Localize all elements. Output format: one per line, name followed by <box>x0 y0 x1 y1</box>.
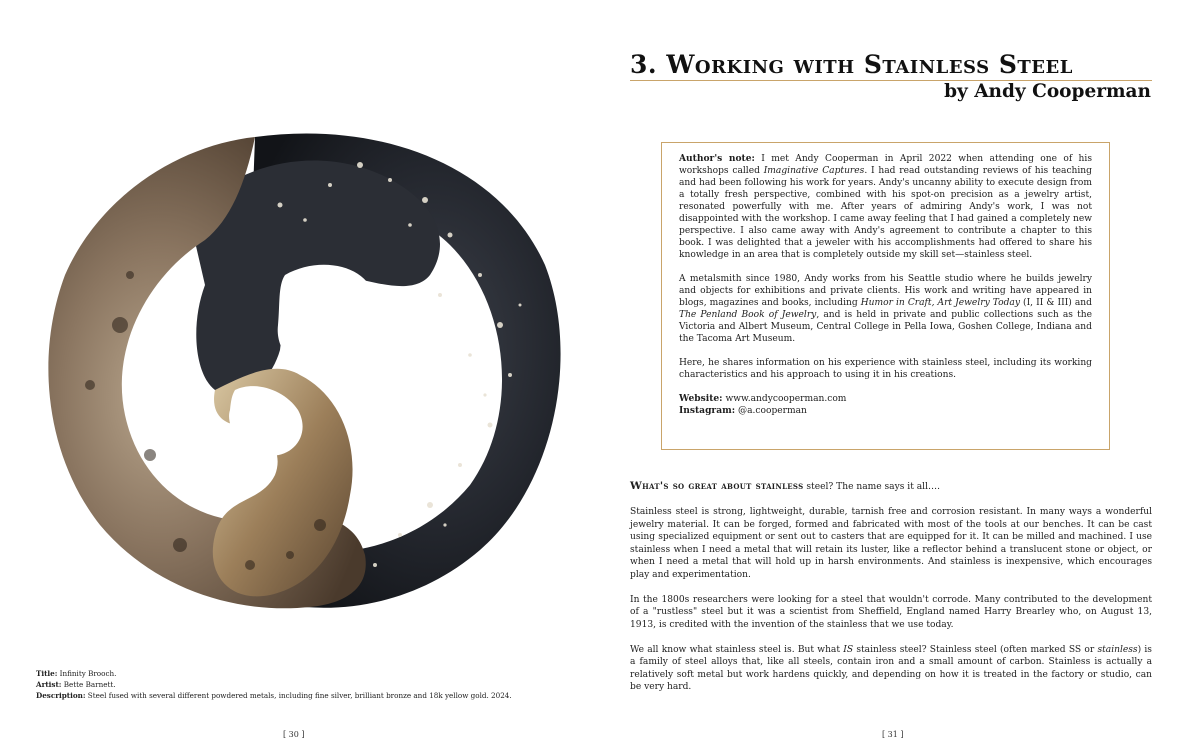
caption-title-line <box>36 668 556 679</box>
body-p2: Stainless steel is strong, lightweight, durable, tarnish free and corrosion resistant. In many ways a wonderful jewelry material. It can be forged, formed and fabricated with most of the tools at our benches. It can be cast using specialized equipment or sent out to casters that are equipped for it. It can be milled and machined. I use stainless when I need a metal that will retain its luster, like a reflector behind a translucent stone or object, or when I need a metal that will hold up in harsh environments. And stainless is inexpensive, which encourages play and experimentation. <box>630 507 1152 580</box>
caption-title-value: Infinity Brooch. <box>59 669 117 678</box>
authors-note-box <box>661 142 1110 450</box>
authors-note-label: Author's note: <box>679 153 755 164</box>
website-value: www.andycooperman.com <box>725 394 847 404</box>
body-text: stainless steel? Stainless steel (often marked SS or <box>856 644 1095 655</box>
caption-artist-value: Bette Barnett. <box>63 680 116 689</box>
instagram-label: Instagram: <box>679 405 736 416</box>
instagram-value: @a.cooperman <box>738 406 807 416</box>
caption-description-value: Steel fused with several different powdered metals, including fine silver, brilliant bronze and 18k yellow gold. 2024. <box>87 691 512 700</box>
chapter-number: 3. <box>630 50 658 79</box>
note-italic: Humor in Craft, Art Jewelry Today <box>860 298 1020 308</box>
note-text: I met Andy Cooperman in April 2022 when attending one of his workshops called <box>679 154 1092 176</box>
authors-note-p2 <box>679 273 1092 345</box>
body-italic: IS <box>843 644 854 655</box>
body-text: steel? The name says it all…. <box>806 482 940 492</box>
caption-description-line <box>36 690 556 701</box>
body-p3: In the 1800s researchers were looking for a steel that wouldn't corrode. Many contributed to the development of a "rustless" steel but it was a scientist from Sheffield, England named Harry Brearley who, on August 13, 1913, is credited with the invention of the stainless that we use today. <box>630 594 1152 630</box>
photo-caption <box>36 668 556 701</box>
right-page <box>594 0 1188 756</box>
website-line <box>679 393 1092 405</box>
note-text: A metalsmith since 1980, Andy works from his Seattle studio where he builds jewelry and objects for exhibitions and private clients. His work and writing have appeared in blogs, magazines and books, including <box>679 274 1092 308</box>
body-p4 <box>630 644 1152 694</box>
caption-artist-label: Artist: <box>36 680 62 689</box>
caption-description-label: Description: <box>36 691 86 700</box>
note-text: , and is held in private and public collections such as the Victoria and Albert Museum, Central College in Pella Iowa, Goshen College, Indiana and the Tacoma Art Museum. <box>679 310 1092 344</box>
lead-in: What's so great about stainless <box>630 480 804 492</box>
body-text: We all know what stainless steel is. But what <box>630 644 840 655</box>
note-text: (I, II & III) and <box>1023 298 1092 308</box>
caption-artist-line <box>36 679 556 690</box>
authors-note-p3: Here, he shares information on his experience with stainless steel, including its working characteristics and his approach to using it in his creations. <box>679 358 1092 380</box>
chapter-title-text: Working with Stainless Steel <box>666 50 1073 79</box>
infinity-brooch-photo <box>30 125 570 625</box>
page-number-left: [ 30 ] <box>283 730 305 739</box>
chapter-title <box>630 50 1152 79</box>
page-number-right: [ 31 ] <box>882 730 904 739</box>
instagram-line <box>679 405 1092 417</box>
website-label: Website: <box>679 393 723 404</box>
body-p1 <box>630 480 1152 494</box>
note-italic: Imaginative Captures <box>763 166 865 176</box>
body-italic: stainless <box>1097 644 1138 655</box>
caption-title-label: Title: <box>36 669 58 678</box>
note-text: . I had read outstanding reviews of his teaching and had been following his work for years. Andy's uncanny ability to execute design from a totally fresh perspective, combined with his spot-on precision as a jewelry artist, resonated powerfully with me. After years of admiring Andy's work, I was not disappointed with the workshop. I came away feeling that I had gained a completely new perspective. I also came away with Andy's agreement to contribute a chapter to this book. I was delighted that a jeweler with his accomplishments had offered to share his knowledge in an area that is completely outside my skill set—stainless steel. <box>679 166 1092 260</box>
byline: by Andy Cooperman <box>944 81 1151 102</box>
authors-note-p1 <box>679 153 1092 261</box>
body-text: ) is a family of steel alloys that, like all steels, contain iron and a small amount of carbon. Stainless is actually a relatively soft metal but work hardens quickly, and depending on how it is treated in the factory or studio, can be very hard. <box>630 644 1152 692</box>
note-italic: The Penland Book of Jewelry <box>679 310 817 320</box>
article-body <box>630 480 1152 706</box>
